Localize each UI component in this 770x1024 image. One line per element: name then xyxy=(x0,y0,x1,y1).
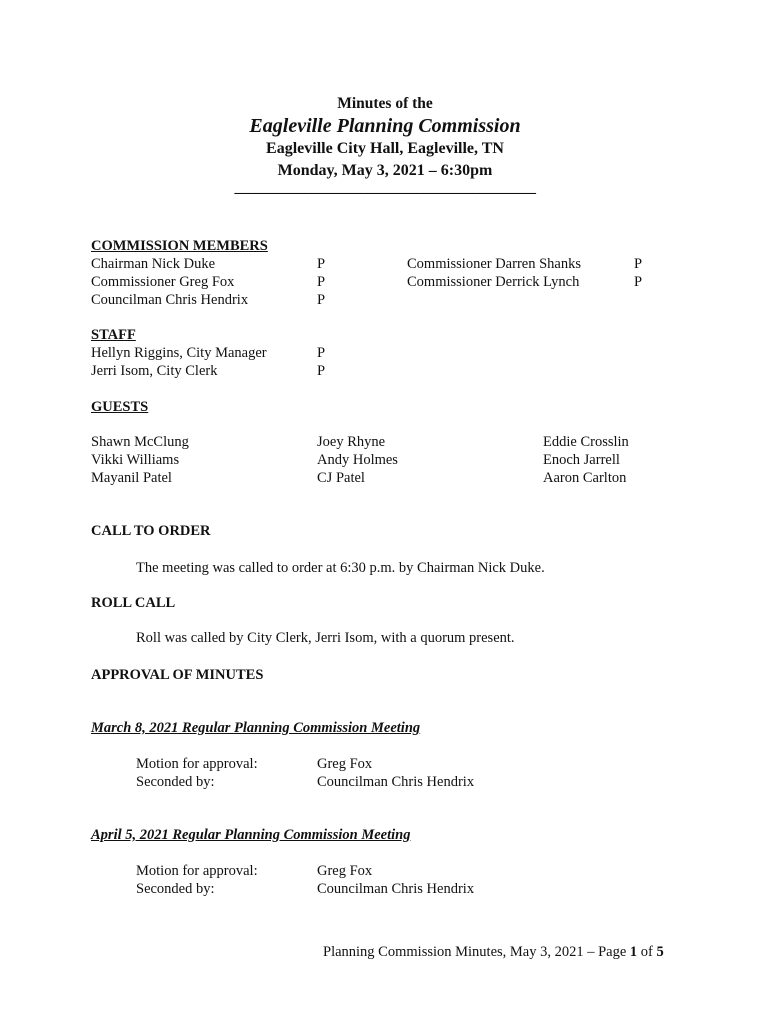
document-title: Eagleville Planning Commission xyxy=(249,115,521,137)
staff-member-name: Jerri Isom, City Clerk xyxy=(91,363,218,379)
guest-name: Joey Rhyne xyxy=(317,434,386,450)
commission-member-status: P xyxy=(317,256,326,272)
commission-member-status: P xyxy=(317,274,326,290)
page-number: 1 xyxy=(629,944,638,960)
commission-member-name: Councilman Chris Hendrix xyxy=(91,292,249,308)
approval-heading: APPROVAL OF MINUTES xyxy=(91,667,264,683)
staff-member-status: P xyxy=(317,345,326,361)
guest-name: Mayanil Patel xyxy=(91,470,172,486)
motion-value: Greg Fox xyxy=(317,756,373,772)
staff-heading: STAFF xyxy=(91,327,136,343)
call-to-order-heading: CALL TO ORDER xyxy=(91,523,211,539)
footer-text: Planning Commission Minutes, May 3, 2021 – Page xyxy=(323,944,630,960)
commission-member-name: Chairman Nick Duke xyxy=(91,256,216,272)
commission-member-name: Commissioner Darren Shanks xyxy=(407,256,581,272)
header-rule: ___________________________________________ xyxy=(234,180,536,196)
guest-name: Vikki Williams xyxy=(91,452,180,468)
second-value: Councilman Chris Hendrix xyxy=(317,881,475,897)
commission-member-status: P xyxy=(634,274,643,290)
roll-call-heading: ROLL CALL xyxy=(91,595,176,611)
staff-member-status: P xyxy=(317,363,326,379)
commission-member-status: P xyxy=(634,256,643,272)
page-footer xyxy=(323,943,664,961)
commission-member-name: Commissioner Greg Fox xyxy=(91,274,235,290)
meeting-title: April 5, 2021 Regular Planning Commission Meeting xyxy=(91,827,411,843)
second-label: Seconded by: xyxy=(136,881,215,897)
staff-member-name: Hellyn Riggins, City Manager xyxy=(91,345,267,361)
second-value: Councilman Chris Hendrix xyxy=(317,774,475,790)
guest-name: Aaron Carlton xyxy=(543,470,627,486)
footer-of: of xyxy=(637,944,657,960)
commission-member-status: P xyxy=(317,292,326,308)
header-location: Eagleville City Hall, Eagleville, TN xyxy=(266,140,504,157)
guest-name: Shawn McClung xyxy=(91,434,189,450)
guests-heading: GUESTS xyxy=(91,399,149,415)
page-total: 5 xyxy=(656,944,664,960)
roll-call-text: Roll was called by City Clerk, Jerri Isom, with a quorum present. xyxy=(136,630,515,646)
second-label: Seconded by: xyxy=(136,774,215,790)
motion-label: Motion for approval: xyxy=(136,756,258,772)
call-to-order-text: The meeting was called to order at 6:30 p.m. by Chairman Nick Duke. xyxy=(136,560,545,576)
meeting-title: March 8, 2021 Regular Planning Commission Meeting xyxy=(91,720,421,736)
commission-heading: COMMISSION MEMBERS xyxy=(91,238,268,254)
header-date: Monday, May 3, 2021 – 6:30pm xyxy=(277,162,493,179)
guest-name: CJ Patel xyxy=(317,470,365,486)
guest-name: Andy Holmes xyxy=(317,452,398,468)
motion-value: Greg Fox xyxy=(317,863,373,879)
header-line-1: Minutes of the xyxy=(337,95,433,112)
commission-member-name: Commissioner Derrick Lynch xyxy=(407,274,580,290)
guest-name: Enoch Jarrell xyxy=(543,452,620,468)
motion-label: Motion for approval: xyxy=(136,863,258,879)
guest-name: Eddie Crosslin xyxy=(543,434,629,450)
